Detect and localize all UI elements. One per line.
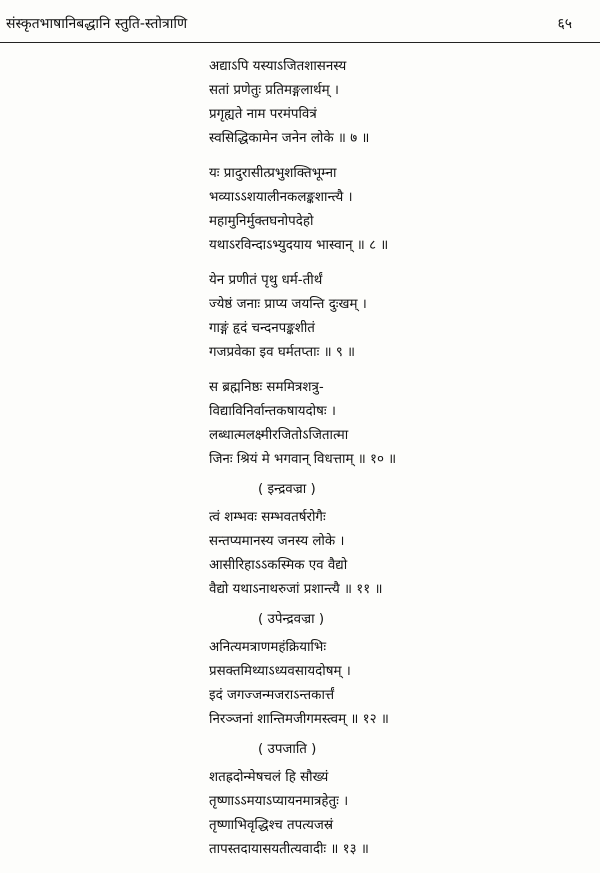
verse-line: शतह्रदोन्मेषचलं हि सौख्यं (209, 770, 329, 785)
verse-line: भव्याऽऽशयालीनकलङ्कशान्त्यै । (209, 190, 353, 205)
stanza-7 (209, 55, 589, 151)
verse-line: सतां प्रणेतुः प्रतिमङ्गलार्थम् । (209, 83, 339, 98)
page-number: ६५ (557, 16, 572, 32)
running-title: संस्कृतभाषानिबद्धानि स्तुति-स्तोत्राणि (6, 16, 188, 32)
stanza-10 (209, 376, 589, 472)
stanza-12 (209, 608, 589, 732)
verse-line: तापस्तदायासयतीत्यवादीः ॥ १३ ॥ (209, 842, 369, 857)
verse-line: स ब्रह्मनिष्ठः सममित्रशत्रु- (209, 380, 324, 395)
verse-line: वैद्यो यथाऽनाथरुजां प्रशान्त्यै ॥ ११ ॥ (209, 582, 383, 597)
verse-line: महामुनिर्मुक्तघनोपदेहो (209, 214, 314, 229)
verse-line: यथाऽरविन्दाऽभ्युदयाय भास्वान् ॥ ८ ॥ (209, 238, 389, 253)
verse-line: निरञ्जनां शान्तिमजीगमस्त्वम् ॥ १२ ॥ (209, 712, 389, 727)
verse-line: जिनः श्रियं मे भगवान् विधत्ताम् ॥ १० ॥ (209, 452, 397, 467)
meter-heading: ( उपजाति ) (258, 742, 317, 757)
meter-heading: ( इन्द्रवज्रा ) (258, 482, 316, 497)
verse-line: येन प्रणीतं पृथु धर्म-तीर्थं (209, 273, 323, 288)
verse-line: अनित्यमत्राणमहंक्रियाभिः (209, 640, 327, 655)
stanza-9 (209, 269, 589, 365)
verse-line: स्वसिद्धिकामेन जनेन लोके ॥ ७ ॥ (209, 131, 370, 146)
header-rule (0, 42, 600, 43)
verse-body (209, 55, 589, 873)
verse-line: सन्तप्यमानस्य जनस्य लोके । (209, 534, 345, 549)
verse-line: गाङ्गं हृदं चन्दनपङ्कशीतं (209, 321, 315, 336)
verse-line: गजप्रवेका इव घर्मतप्ताः ॥ ९ ॥ (209, 345, 356, 360)
verse-line: लब्धात्मलक्ष्मीरजितोऽजितात्मा (209, 428, 349, 443)
verse-line: तृष्णाऽऽमयाऽप्यायनमात्रहेतुः । (209, 794, 349, 809)
meter-heading: ( उपेन्द्रवज्रा ) (258, 612, 325, 627)
stanza-13 (209, 738, 589, 862)
stanza-11 (209, 478, 589, 602)
verse-line: अद्याऽपि यस्याऽजितशासनस्य (209, 59, 347, 74)
page-header (6, 14, 572, 34)
verse-line: यः प्रादुरासीत्प्रभुशक्तिभूम्ना (209, 166, 337, 181)
verse-line: प्रसक्तमिथ्याऽध्यवसायदोषम् । (209, 664, 351, 679)
verse-line: विद्याविनिर्वान्तकषायदोषः । (209, 404, 336, 419)
verse-line: आसीरिहाऽऽकस्मिक एव वैद्यो (209, 558, 348, 573)
verse-line: तृष्णाभिवृद्धिश्च तपत्यजस्रं (209, 818, 334, 833)
verse-line: प्रगृह्यते नाम परमंपवित्रं (209, 107, 317, 122)
verse-line: ज्येष्ठं जनाः प्राप्य जयन्ति दुःखम् । (209, 297, 367, 312)
verse-line: इदं जगज्जन्मजराऽन्तकार्त्तं (209, 688, 335, 703)
verse-line: त्वं शम्भवः सम्भवतर्षरोगैः (209, 510, 326, 525)
stanza-8 (209, 162, 589, 258)
